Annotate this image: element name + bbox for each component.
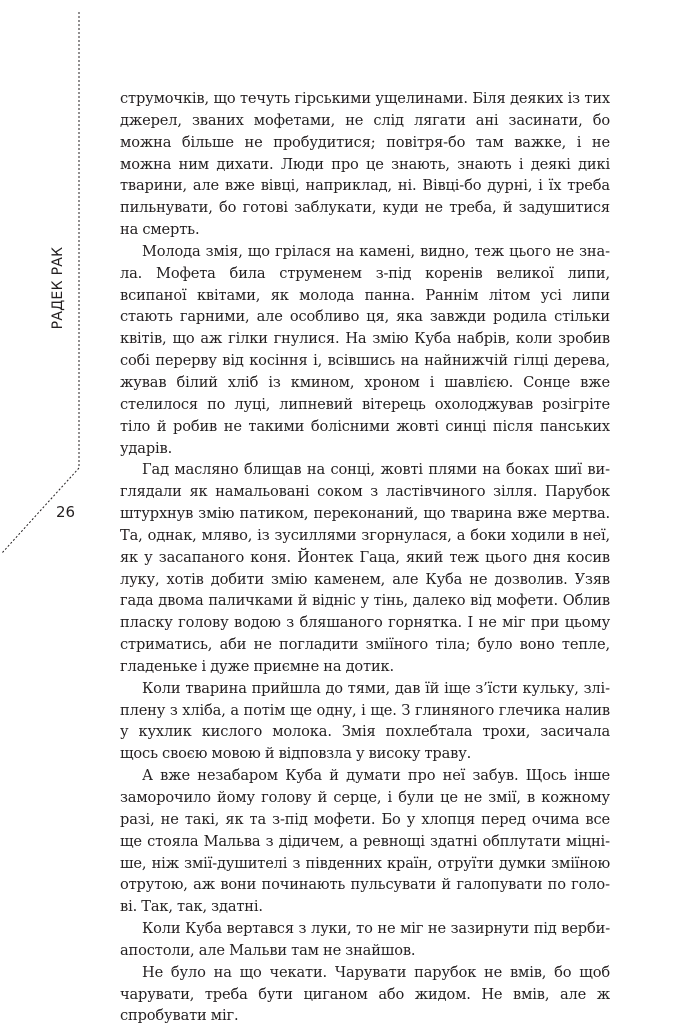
body-text — [120, 88, 610, 1024]
author-name: РАДЕК РАК — [50, 246, 66, 330]
paragraph: Коли тварина прийшла до тями, дав їй іще з’їсти кульку, зліплену з хліба, а потім ще одну, і ще. З глиняного глечика налив у кухлик кислого молока. Змія похлебтала трохи, засичала щось своєю мовою й відповзла у високу траву. — [120, 679, 610, 763]
paragraph: Коли Куба вертався з луки, то не міг не зазирнути під верби-апостоли, але Мальви там не знайшов. — [120, 920, 610, 959]
page-number: 26 — [56, 503, 76, 521]
paragraph: Молода змія, що грілася на камені, видно, теж цього не знала. Мофета била струменем з-під коренів великої липи, всипаної квітами, як молода панна. Раннім літом усі липи стають гарними, але особливо ця, яка завжди родила стільки квітів, що аж гілки гнулися. На змію Куба набрів, коли зробив собі перерву від косіння і, всівшись на найнижчій гілці дерева, жував білий хліб із кмином, хроном і шавлією. Сонце вже стелилося по луці, липневий вітерець охолоджував розігріте тіло й робив не такими болісними жовті синці після панських ударів. — [120, 242, 610, 457]
paragraph: струмочків, що течуть гірськими ущелинами. Біля деяких із тих джерел, званих мофетами, не слід лягати ані засинати, бо можна більше не пробудитися; повітря-бо там важке, і не можна ним дихати. Люди про це знають, знають і деякі дикі тварини, але вже вівці, наприклад, ні. Вівці-бо дурні, і їх треба пильнувати, бо готові заблукати, куди не треба, й задушитися на смерть. — [120, 90, 610, 239]
paragraph: Не було на що чекати. Чарувати парубок не вмів, бо щоб чарувати, треба бути циганом або жидом. Не вмів, але ж спробувати міг. — [120, 963, 610, 1024]
paragraph: А вже незабаром Куба й думати про неї забув. Щось інше заморочило йому голову й серце, і були це не змії, в кожному разі, не такі, як та з-під мофети. Бо у хлопця перед очима все ще стояла Мальва з дідичем, а ревнощі здатні обплутати міцніше, ніж змії-душителі з південних країн, отруїти думки зміїною отрутою, аж вони починають пульсувати й галопувати по голові. Так, так, здатні. — [120, 767, 610, 916]
paragraph: Гад масляно блищав на сонці, жовті плями на боках шиї виглядали як намальовані соком з ластівчиного зілля. Парубок штурхнув змію патиком, переконаний, що тварина вже мертва. Та, однак, мляво, із зусиллями згорнулася, а боки ходили в неї, як у засапаного коня. Йонтек Гаца, який теж цього дня косив луку, хотів добити змію каменем, але Куба не дозволив. Узяв гада двома паличками й відніс у тінь, далеко від мофети. Облив пласку голову водою з бляшаного горнятка. І не міг при цьому стриматись, аби не погладити зміїного тіла; було воно тепле, гладеньке і дуже приємне на дотик. — [120, 461, 610, 675]
running-head-author — [48, 248, 68, 328]
